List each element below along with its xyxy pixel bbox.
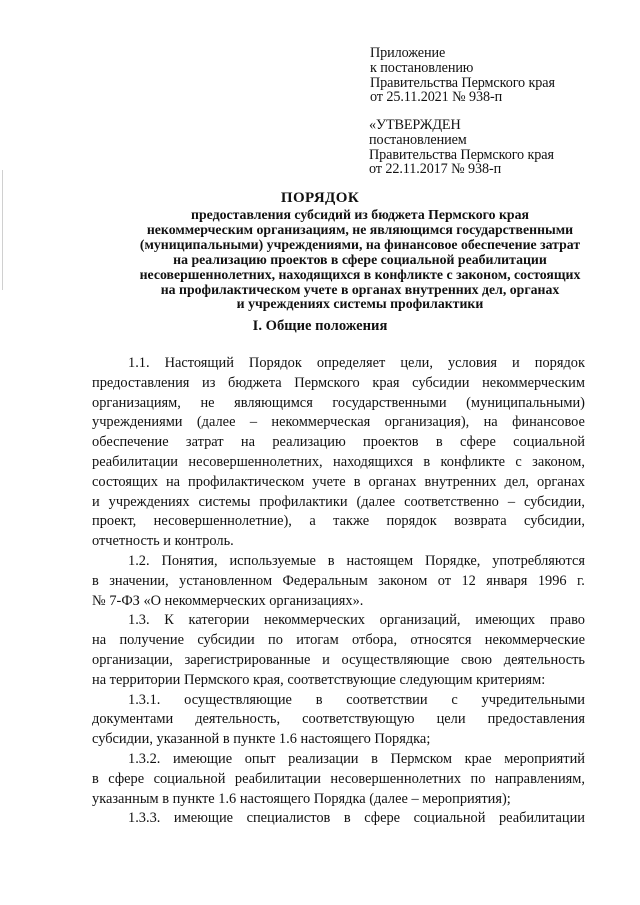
word: 1.2.	[128, 552, 150, 569]
word: мероприятий	[504, 750, 585, 767]
word: 1.3.3.	[128, 810, 161, 827]
word: крае	[464, 750, 492, 767]
word: и	[322, 651, 330, 668]
word: свою	[461, 651, 493, 668]
word: (далее	[356, 493, 396, 510]
word: по	[268, 632, 283, 649]
word: профилактическом	[188, 473, 305, 490]
paragraph-line	[92, 651, 585, 671]
word: некоммерческих	[264, 612, 365, 629]
word: не	[200, 394, 215, 411]
word: в	[343, 810, 351, 827]
word: деятельность	[503, 651, 585, 668]
word: реабилитации	[498, 810, 585, 827]
word: реализацию	[272, 434, 346, 451]
word: имеющие	[172, 750, 233, 767]
word: Порядке,	[425, 552, 481, 569]
paragraph-line	[92, 512, 585, 532]
word: Понятия,	[161, 552, 218, 569]
word: государственными	[332, 394, 447, 411]
word: органах	[368, 473, 417, 490]
word: дел,	[504, 473, 529, 490]
word: соответственно	[404, 493, 499, 510]
body-text	[92, 354, 585, 829]
word: также	[333, 513, 370, 530]
word: порядок	[534, 355, 585, 371]
word: организаций,	[379, 612, 461, 629]
paragraph-line	[92, 394, 585, 414]
subtitle-line: некоммерческим организациям, не являющимся государственными	[146, 221, 574, 237]
approved-line: «УТВЕРЖДЕН	[369, 117, 461, 133]
word: определяет	[316, 355, 386, 371]
word: января	[486, 572, 528, 589]
paragraph-line	[92, 493, 585, 513]
word: организации,	[92, 651, 173, 668]
word: субсидии	[412, 374, 470, 391]
approved-line: от 22.11.2017 № 938-п	[369, 161, 502, 178]
section-heading: I. Общие положения	[252, 318, 388, 334]
word: внутренних	[424, 473, 497, 490]
annex-line: Правительства Пермского края	[370, 74, 555, 91]
word: конфликте	[440, 453, 506, 470]
paragraph-line	[92, 453, 585, 473]
word: итогам	[296, 632, 339, 649]
subtitle-line: предоставления субсидий из бюджета Пермского края	[191, 207, 529, 222]
word: некоммерческие	[484, 632, 585, 649]
word: 1.3.2.	[128, 750, 161, 767]
word: используемые	[229, 552, 316, 569]
word: несовершеннолетних,	[188, 453, 323, 470]
word: учредительными	[481, 691, 585, 708]
paragraph-line: указанным в пункте 1.6 настоящего Порядка (далее – мероприятия);	[92, 790, 511, 807]
word: имеющие	[173, 810, 234, 827]
word: в	[315, 691, 323, 708]
paragraph-line: субсидии, указанной в пункте 1.6 настоящего Порядка;	[92, 731, 431, 748]
word: проектов	[363, 434, 419, 451]
word: законом	[378, 572, 428, 589]
word: состоящих	[92, 473, 158, 490]
word: из	[202, 374, 216, 391]
document-title: ПОРЯДОК	[280, 190, 360, 206]
word: относятся	[410, 632, 472, 649]
word: социальной	[413, 810, 486, 827]
word: в	[92, 572, 99, 589]
word: соответствующую	[302, 711, 415, 728]
word: социальной	[153, 770, 226, 787]
word: обеспечение	[92, 434, 169, 451]
word: предоставления	[92, 374, 190, 391]
word: Порядок	[248, 355, 302, 371]
word: затрат	[185, 434, 224, 451]
approved-block	[369, 118, 554, 177]
word: субсидии	[197, 632, 255, 649]
word: на	[240, 434, 255, 451]
annex-line: от 25.11.2021 № 938-п	[370, 89, 503, 106]
approved-line: постановлением	[369, 131, 467, 148]
word: условия	[447, 355, 498, 371]
word: некоммерческим	[482, 374, 585, 391]
word: на	[483, 414, 498, 431]
word: документами	[92, 711, 174, 728]
subtitle-line: на реализацию проектов в сфере социальной реабилитации	[173, 251, 547, 267]
word: субсидии,	[523, 493, 585, 510]
word: в	[327, 552, 335, 569]
paragraph-line	[92, 631, 585, 651]
word: профилактики	[259, 493, 348, 510]
paragraph-line	[92, 354, 585, 374]
word: бюджета	[228, 374, 282, 391]
subtitle-line: на профилактическом учете в органах внутренних дел, органах	[160, 281, 560, 297]
word: а	[309, 513, 316, 530]
word: и	[92, 493, 100, 510]
word: порядок	[386, 513, 437, 530]
word: отбора,	[352, 632, 398, 649]
word: организация),	[384, 414, 470, 431]
paragraph-line	[92, 473, 585, 493]
word: Пермского	[294, 374, 360, 391]
word: 12	[461, 572, 476, 589]
word: от	[437, 572, 452, 589]
word: категории	[188, 612, 250, 629]
word: имеющих	[475, 612, 536, 629]
word: учреждениями	[92, 414, 183, 431]
word: находящихся	[333, 453, 414, 470]
word: с	[451, 691, 458, 708]
word: в	[92, 770, 99, 787]
word: несовершеннолетние),	[153, 513, 292, 530]
word: Федеральным	[282, 572, 368, 589]
annex-line: к постановлению	[370, 59, 474, 76]
scan-edge-line	[2, 170, 3, 290]
word: учете	[312, 473, 346, 490]
word: учреждениях	[108, 493, 190, 510]
word: право	[549, 612, 585, 629]
subtitle-line: (муниципальными) учреждениями, на финансовое обеспечение затрат	[139, 236, 581, 252]
word: получение	[119, 632, 184, 649]
word: системы	[198, 493, 251, 510]
paragraph-line	[92, 374, 585, 394]
word: г.	[577, 572, 585, 589]
approved-line: Правительства Пермского края	[369, 146, 554, 163]
word: соответствии	[346, 691, 428, 708]
word: направлениям,	[494, 770, 585, 787]
word: осуществляющие	[341, 651, 450, 668]
annex-line: Приложение	[370, 45, 446, 61]
word: предоставления	[487, 711, 585, 728]
word: финансовое	[512, 414, 585, 431]
word: законом,	[532, 453, 585, 470]
word: сфере	[108, 770, 145, 787]
word: –	[507, 493, 516, 510]
paragraph-line	[92, 710, 585, 730]
word: специалистов	[246, 810, 331, 827]
paragraph-line: отчетность и контроль.	[92, 533, 234, 550]
paragraph-line: на территории Пермского края, соответствующие следующим критериям:	[92, 671, 546, 688]
paragraph-line	[92, 433, 585, 453]
word: 1.3.	[128, 612, 150, 629]
word: (далее	[196, 414, 236, 431]
word: проект,	[92, 513, 137, 530]
word: на	[92, 632, 107, 649]
word: реализации	[288, 750, 359, 767]
word: –	[249, 414, 258, 431]
word: в	[435, 434, 443, 451]
paragraph-line	[92, 750, 585, 770]
word: в	[371, 750, 378, 767]
subtitle-line: и учреждениях системы профилактики	[236, 296, 484, 312]
word: и	[512, 355, 520, 371]
word: деятельность,	[195, 711, 281, 728]
word: К	[164, 612, 174, 629]
word: цели	[436, 711, 466, 728]
word: в	[353, 473, 361, 490]
word: 1.1.	[128, 355, 150, 371]
paragraph-line: № 7-ФЗ «О некоммерческих организациях».	[92, 592, 364, 609]
word: по	[470, 770, 486, 787]
word: возврата	[454, 513, 507, 530]
word: в	[423, 453, 431, 470]
word: реабилитации	[234, 770, 321, 787]
word: сфере	[364, 810, 401, 827]
word: Пермском	[390, 750, 453, 767]
word: значении,	[109, 572, 169, 589]
paragraph-line	[92, 809, 585, 829]
word: субсидии,	[524, 513, 585, 530]
word: употребляются	[492, 552, 585, 569]
annex-block	[370, 46, 555, 105]
word: 1.3.1.	[128, 691, 161, 708]
subtitle-line: несовершеннолетних, находящихся в конфликте с законом, состоящих	[139, 266, 581, 282]
word: с	[515, 453, 522, 470]
word: реабилитации	[92, 453, 179, 470]
word: настоящем	[346, 552, 414, 569]
paragraph-line	[92, 691, 585, 711]
paragraph-line	[92, 572, 585, 592]
paragraph-line	[92, 552, 585, 572]
word: зарегистрированные	[184, 651, 311, 668]
word: организациям,	[92, 394, 181, 411]
word: установленном	[179, 572, 273, 589]
document-subtitle	[60, 208, 640, 312]
word: органах	[537, 473, 585, 490]
word: несовершеннолетних	[330, 770, 462, 787]
paragraph-line	[92, 413, 585, 433]
paragraph-line	[92, 611, 585, 631]
word: сфере	[459, 434, 496, 451]
word: края	[372, 374, 400, 391]
word: Настоящий	[164, 355, 234, 371]
word: опыт	[244, 750, 276, 767]
word: социальной	[513, 434, 585, 451]
word: цели,	[400, 355, 433, 371]
word: (муниципальными)	[466, 394, 585, 411]
word: на	[165, 473, 181, 490]
word: некоммерческая	[271, 414, 371, 431]
paragraph-line	[92, 770, 585, 790]
word: являющимся	[234, 394, 313, 411]
word: осуществляющие	[184, 691, 292, 708]
word: 1996	[537, 572, 567, 589]
